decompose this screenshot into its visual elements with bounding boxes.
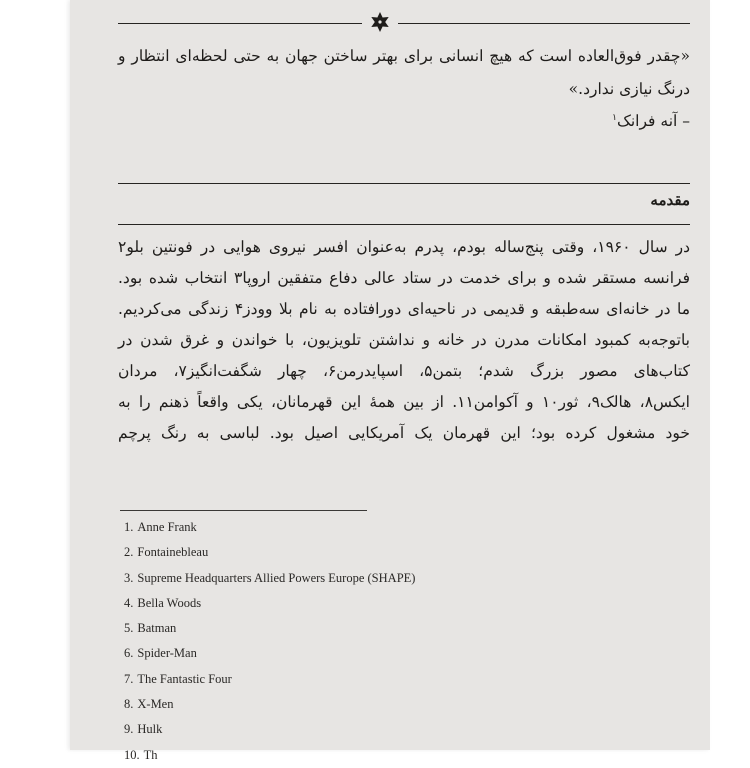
footnote-number: 7. — [124, 671, 134, 686]
footnote-item — [124, 515, 670, 540]
body-line: ما در خانه‌ای سه‌طبقه و قدیمی در ناحیه‌ای دورافتاده به نام بلا وودز۴ زندگی می‌کردیم. — [118, 300, 690, 318]
footnote-text: X-Men — [137, 697, 174, 712]
star-ornament-icon — [362, 6, 398, 38]
footnote-number: 4. — [124, 595, 134, 610]
footnote-item — [124, 692, 670, 717]
footnote-item — [124, 717, 670, 742]
footnote-item — [124, 616, 670, 641]
book-page — [70, 0, 710, 762]
body-line: در سال ۱۹۶۰، وقتی پنج‌ساله بودم، پدرم به‌عنوان افسر نیروی هوایی در فونتین بلو۲ — [118, 238, 691, 256]
epigraph-footnote-marker: ۱ — [612, 112, 617, 123]
footnote-item — [124, 591, 670, 616]
footnote-item — [124, 540, 670, 565]
top-rule — [118, 23, 690, 24]
footnote-item — [124, 566, 670, 591]
footnote-text: Th — [143, 747, 158, 762]
body-line: فرانسه مستقر شده و برای خدمت در ستاد عالی دفاع متفقین اروپا۳ انتخاب شده بود. — [118, 269, 691, 287]
footnote-text: Supreme Headquarters Allied Powers Europe (SHAPE) — [137, 570, 416, 585]
footnote-number: 1. — [124, 520, 134, 534]
body-line: کتاب‌های مصور بزرگ شدم؛ بتمن۵، اسپایدرمن۶، چهار شگفت‌انگیز۷، مردان — [118, 362, 690, 380]
footnote-list — [124, 515, 670, 768]
footnote-text: Batman — [137, 621, 177, 636]
footnote-number: 5. — [124, 621, 134, 636]
footnote-text: Hulk — [137, 722, 163, 737]
section-title: مقدمه — [650, 191, 690, 209]
epigraph-quote: «چقدر فوق‌العاده است که هیچ انسانی برای بهتر ساختن جهان به حتی لحظه‌ای انتظار و درنگ نیازی ندارد.» — [118, 47, 690, 98]
footnote-number: 9. — [124, 722, 134, 737]
body-line: ایکس۸، هالک۹، ثور۱۰ و آکوامن۱۱. از بین همهٔ این قهرمانان، یکی واقعاً ذهنم را به — [118, 393, 690, 411]
body-line: خود مشغول کرده بود؛ این قهرمان یک آمریکایی اصیل بود. لباسی به رنگ پرچم — [118, 424, 690, 442]
footnote-text: Anne Frank — [137, 520, 197, 534]
body-paragraph — [118, 232, 690, 449]
footnote-rule — [120, 510, 367, 511]
epigraph-author — [612, 112, 690, 130]
footnote-number: 3. — [124, 570, 134, 585]
footnote-item — [124, 743, 670, 768]
footnote-item — [124, 641, 670, 666]
footnote-number: 2. — [124, 545, 134, 560]
footnote-number: 10. — [124, 747, 140, 762]
footnote-number: 8. — [124, 697, 134, 712]
epigraph-author-name: – آنه فرانک — [617, 112, 690, 130]
section-rule-lower — [118, 224, 690, 225]
footnote-number: 6. — [124, 646, 134, 661]
body-line: باتوجه‌به کمبود امکانات مدرن در خانه و نداشتن تلویزیون، با خواندن و غرق شدن در — [118, 331, 690, 349]
footnote-text: Spider-Man — [137, 646, 197, 661]
footnote-text: Fontainebleau — [137, 545, 209, 560]
section-rule-upper — [118, 183, 690, 184]
footnote-text: Bella Woods — [137, 595, 202, 610]
footnote-item — [124, 667, 670, 692]
footnote-text: The Fantastic Four — [137, 671, 232, 686]
